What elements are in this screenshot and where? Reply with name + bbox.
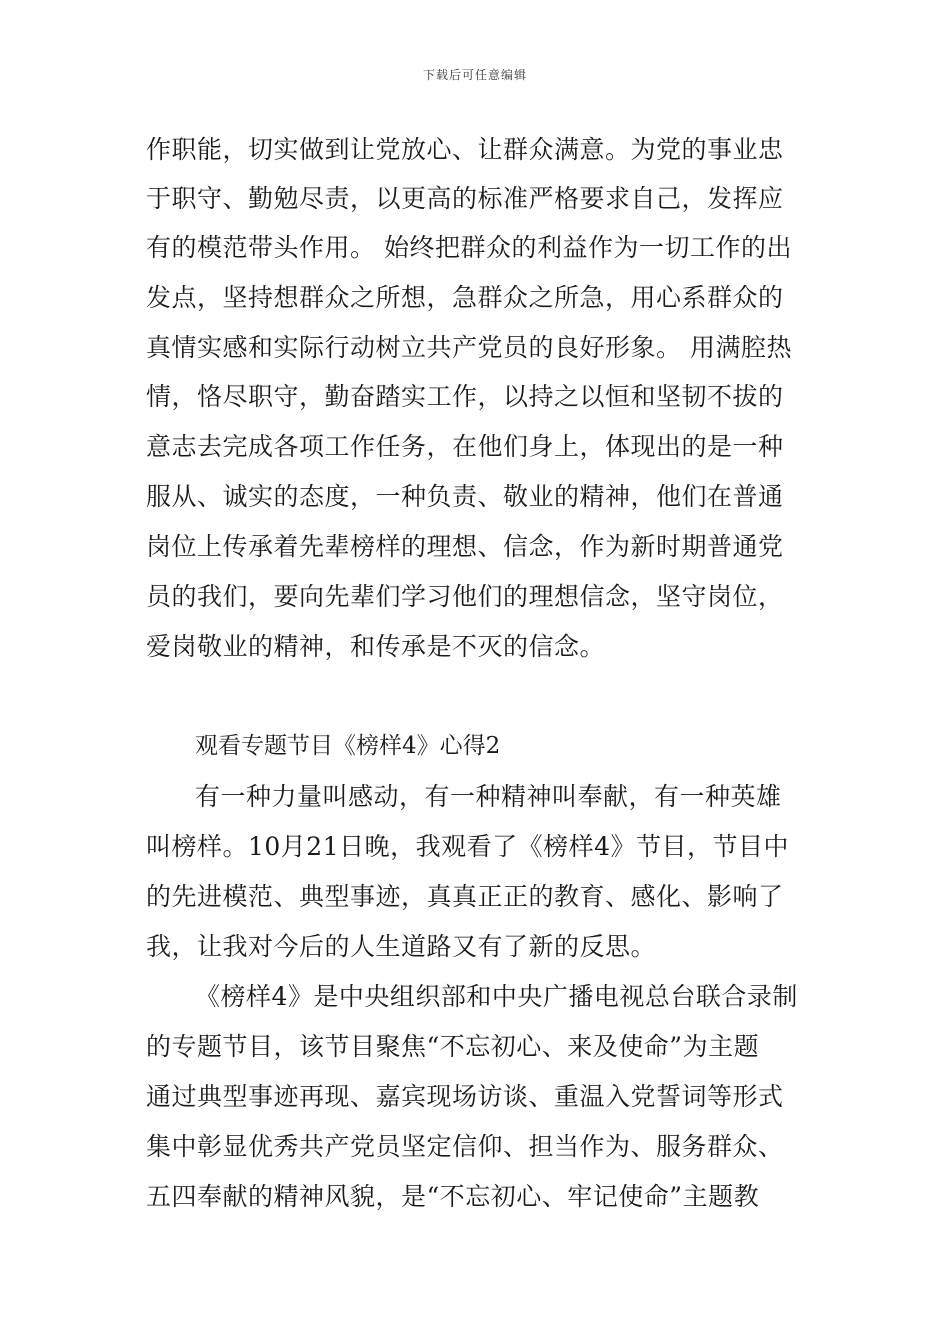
text-line: 集中彰显优秀共产党员坚定信仰、担当作为、服务群众、 [146, 1132, 784, 1161]
text-line: 叫榜样。10月21日晚，我观看了《榜样4》节目，节目中 [146, 832, 790, 861]
text-line: 真情实感和实际行动树立共产党员的良好形象。 用满腔热 [146, 333, 792, 362]
text-line: 的先进模范、典型事迹，真真正正的教育、感化、影响了 [146, 882, 784, 911]
text-line: 五四奉献的精神风貌，是“不忘初心、牢记使命”主题教 [146, 1182, 760, 1211]
text-line: 情，恪尽职守，勤奋踏实工作，以持之以恒和坚韧不拔的 [146, 382, 784, 411]
text-line: 意志去完成各项工作任务，在他们身上，体现出的是一种 [146, 432, 784, 461]
text-line: 有的模范带头作用。 始终把群众的利益作为一切工作的出 [146, 233, 792, 262]
text-line: 爱岗敬业的精神，和传承是不灭的信念。 [146, 632, 606, 661]
page-header: 下载后可任意编辑 [422, 68, 527, 82]
text-line: 员的我们，要向先辈们学习他们的理想信念，坚守岗位， [146, 582, 784, 611]
text-line: 有一种力量叫感动，有一种精神叫奉献，有一种英雄 [195, 782, 782, 811]
section-title: 观看专题节目《榜样4》心得2 [195, 733, 501, 759]
text-line: 于职守、勤勉尽责，以更高的标准严格要求自己，发挥应 [146, 184, 784, 213]
text-line: 作职能，切实做到让党放心、让群众满意。为党的事业忠 [146, 135, 784, 164]
text-line: 服从、诚实的态度，一种负责、敬业的精神，他们在普通 [146, 482, 784, 511]
text-line: 《榜样4》是中央组织部和中央广播电视总台联合录制 [195, 982, 798, 1011]
text-line: 岗位上传承着先辈榜样的理想、信念，作为新时期普通党 [146, 532, 784, 561]
text-line: 的专题节目，该节目聚焦“不忘初心、来及使命”为主题 [146, 1032, 760, 1061]
text-line: 通过典型事迹再现、嘉宾现场访谈、重温入党誓词等形式 [146, 1082, 784, 1111]
text-line: 我，让我对今后的人生道路又有了新的反思。 [146, 932, 657, 961]
text-line: 发点，坚持想群众之所想，急群众之所急，用心系群众的 [146, 283, 784, 312]
